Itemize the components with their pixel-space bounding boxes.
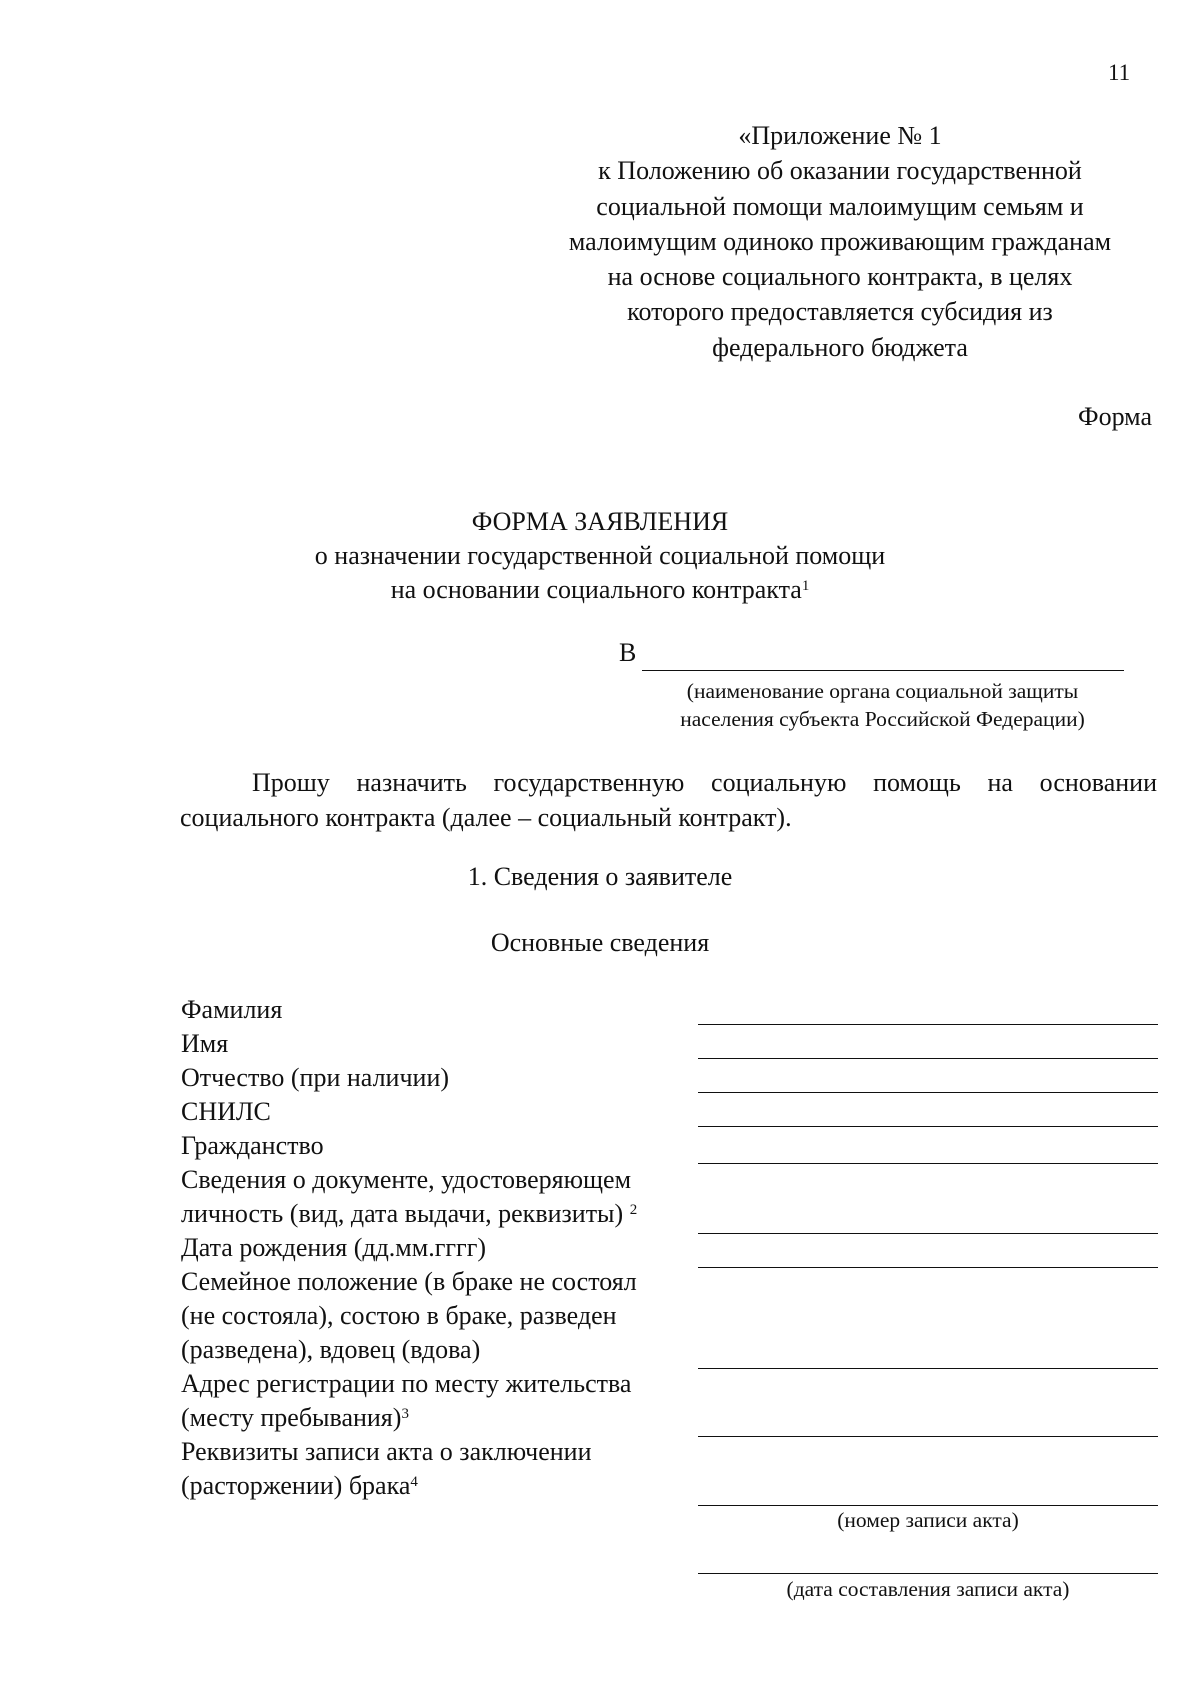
appendix-line: малоимущим одиноко проживающим гражданам xyxy=(568,226,1112,256)
footnote-marker: 1 xyxy=(801,578,810,594)
record-number-caption: (номер записи акта) xyxy=(837,1508,1019,1532)
form-title xyxy=(300,505,900,607)
record-date-caption: (дата составления записи акта) xyxy=(786,1577,1070,1601)
appendix-line: «Приложение № 1 xyxy=(738,121,942,150)
label-id-document-text: личность (вид, дата выдачи, реквизиты) xyxy=(181,1199,624,1228)
subsection-heading: Основные сведения xyxy=(490,928,710,957)
label-address: Адрес регистрации по месту жительства xyxy=(181,1369,632,1398)
snils-input-line[interactable] xyxy=(698,1126,1158,1127)
form-title-text: на основании социального контракта xyxy=(390,575,802,604)
addressee-caption-line: населения субъекта Российской Федерации) xyxy=(680,707,1085,731)
request-paragraph: Прошу назначить государственную социальную помощь на основании социального контракта (далее – социальный контракт). xyxy=(180,768,1157,832)
surname-input-line[interactable] xyxy=(698,1024,1158,1025)
page-number: 11 xyxy=(1108,60,1131,85)
marital-status-input-line[interactable] xyxy=(698,1368,1158,1369)
label-birth-date: Дата рождения (дд.мм.гггг) xyxy=(181,1233,487,1262)
patronymic-input-line[interactable] xyxy=(698,1092,1158,1093)
addressee-input-line[interactable] xyxy=(642,670,1124,671)
form-title-line xyxy=(300,573,900,607)
appendix-line: федерального бюджета xyxy=(712,332,968,362)
record-number-input-line[interactable] xyxy=(698,1505,1158,1506)
form-title-line: о назначении государственной социальной помощи xyxy=(314,541,886,570)
label-marriage-record-cont xyxy=(181,1469,418,1503)
address-input-line[interactable] xyxy=(698,1436,1158,1437)
label-address-text: (месту пребывания) xyxy=(181,1403,402,1432)
label-id-document: Сведения о документе, удостоверяющем xyxy=(181,1165,632,1194)
footnote-marker: 3 xyxy=(401,1406,409,1422)
birth-date-input-line[interactable] xyxy=(698,1267,1158,1268)
label-patronymic: Отчество (при наличии) xyxy=(181,1063,450,1092)
label-marital-status: Семейное положение (в браке не состоял xyxy=(181,1267,637,1296)
appendix-line: которого предоставляется субсидия из xyxy=(627,297,1053,327)
forma-label: Форма xyxy=(1078,402,1152,431)
id-document-input-line[interactable] xyxy=(698,1233,1158,1234)
label-marital-status-cont: (разведена), вдовец (вдова) xyxy=(181,1335,481,1364)
label-surname: Фамилия xyxy=(181,995,283,1024)
label-id-document-cont xyxy=(181,1197,637,1231)
form-title-heading: ФОРМА ЗАЯВЛЕНИЯ xyxy=(471,507,729,536)
footnote-marker: 4 xyxy=(410,1474,418,1490)
label-address-cont xyxy=(181,1401,409,1435)
label-marriage-record-text: (расторжении) брака xyxy=(181,1471,411,1500)
label-name: Имя xyxy=(181,1029,229,1058)
section-heading: 1. Сведения о заявителе xyxy=(467,862,733,891)
citizenship-input-line[interactable] xyxy=(698,1163,1158,1164)
label-snils: СНИЛС xyxy=(181,1097,271,1126)
addressee-caption-line: (наименование органа социальной защиты xyxy=(686,679,1079,703)
appendix-header xyxy=(540,118,1140,365)
footnote-marker: 2 xyxy=(629,1202,638,1218)
name-input-line[interactable] xyxy=(698,1058,1158,1059)
record-date-input-line[interactable] xyxy=(698,1573,1158,1574)
addressee-prefix: В xyxy=(619,638,637,667)
appendix-line: к Положению об оказании государственной xyxy=(598,156,1082,186)
appendix-line: социальной помощи малоимущим семьям и xyxy=(596,191,1084,221)
label-marriage-record: Реквизиты записи акта о заключении xyxy=(181,1437,592,1466)
appendix-line: на основе социального контракта, в целях xyxy=(607,262,1073,292)
addressee-caption xyxy=(630,677,1135,733)
label-marital-status-cont: (не состояла), состою в браке, разведен xyxy=(181,1301,617,1330)
label-citizenship: Гражданство xyxy=(181,1131,324,1160)
